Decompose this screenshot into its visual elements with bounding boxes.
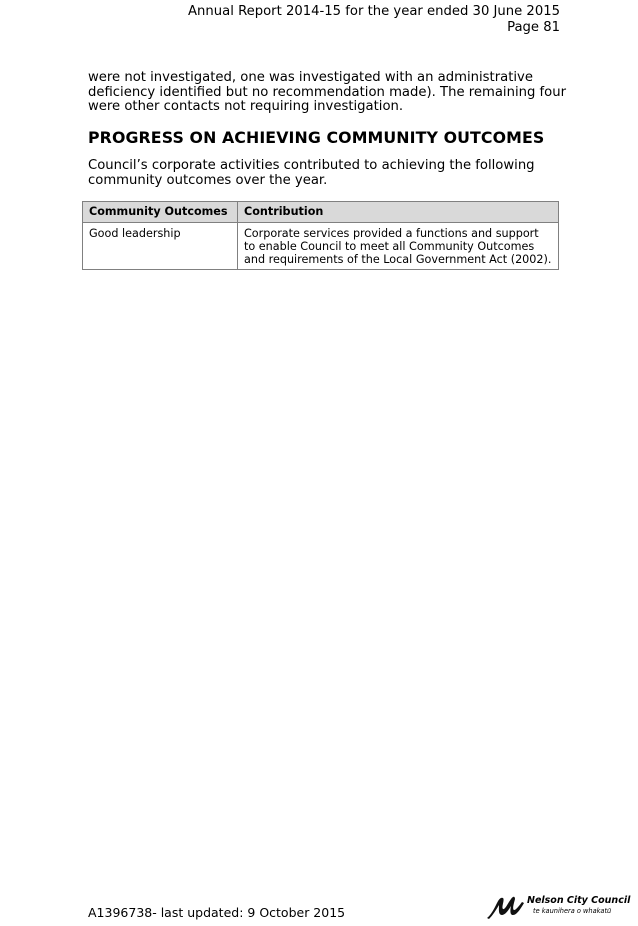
column-header-outcomes: Community Outcomes bbox=[83, 202, 238, 223]
column-header-contribution: Contribution bbox=[238, 202, 559, 223]
community-outcomes-table bbox=[82, 201, 559, 270]
intro-paragraph: Council’s corporate activities contributed to achieving the following community outcomes over the year. bbox=[88, 158, 535, 188]
logo-name: Nelson City Council bbox=[527, 895, 631, 906]
nelson-city-council-mark-icon bbox=[486, 894, 526, 920]
document-reference: A1396738- last updated: 9 October 2015 bbox=[88, 905, 346, 920]
page-header bbox=[188, 4, 560, 35]
report-title: Annual Report 2014-15 for the year ended 30 June 2015 bbox=[188, 4, 560, 19]
section-heading: PROGRESS ON ACHIEVING COMMUNITY OUTCOMES bbox=[88, 128, 545, 147]
contribution-cell: Corporate services provided a functions and support to enable Council to meet all Community Outcomes and requirements of the Local Government Act (2002). bbox=[238, 223, 559, 270]
council-logo bbox=[486, 892, 631, 922]
continued-paragraph: were not investigated, one was investigated with an administrative deficiency identified but no recommendation made). The remaining four were other contacts not requiring investigation. bbox=[88, 70, 567, 115]
outcome-cell: Good leadership bbox=[83, 223, 238, 270]
logo-tagline: te kaunihera o whakatū bbox=[533, 907, 612, 915]
page-number: Page 81 bbox=[507, 19, 560, 35]
table-header-row bbox=[83, 202, 559, 223]
table-row bbox=[83, 223, 559, 270]
